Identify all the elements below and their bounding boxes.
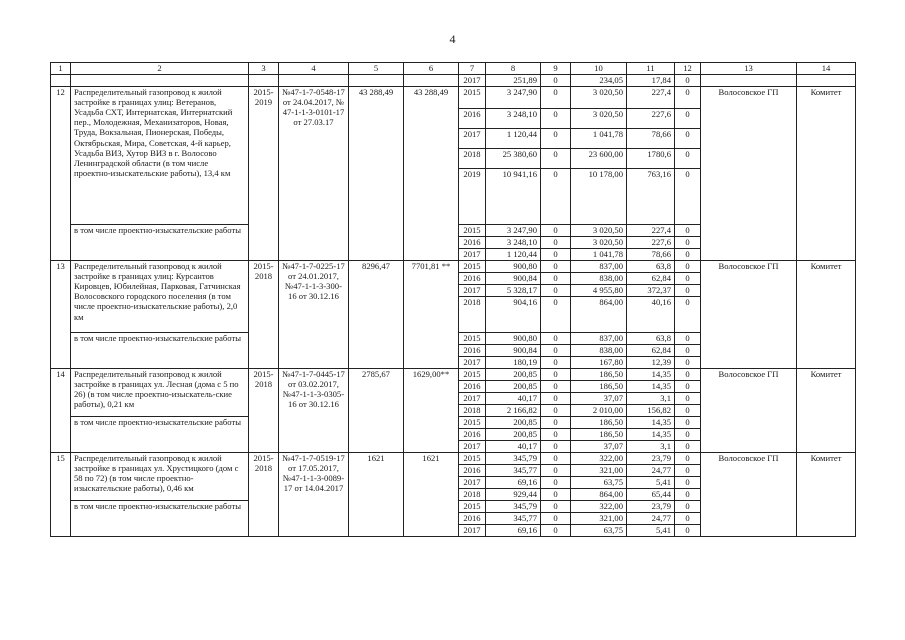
header-row xyxy=(51,63,856,75)
federal-cell: 0 xyxy=(541,476,571,488)
federal-cell: 0 xyxy=(541,428,571,440)
federal-cell: 0 xyxy=(541,392,571,404)
regional-cell: 234,05 xyxy=(571,74,627,86)
document-cell: №47-1-7-0548-17 от 24.04.2017, № 47-1-1-3-0101-17 от 27.03.17 xyxy=(279,86,349,260)
regional-cell: 838,00 xyxy=(571,272,627,284)
federal-cell: 0 xyxy=(541,464,571,476)
settlement-cell: Волосовское ГП xyxy=(701,86,797,260)
year-cell: 2018 xyxy=(459,148,486,168)
regional-cell: 4 955,80 xyxy=(571,284,627,296)
regional-cell: 3 020,50 xyxy=(571,108,627,128)
total-cell: 1 120,44 xyxy=(486,128,541,148)
column-number-2: 2 xyxy=(71,63,249,75)
federal-cell: 0 xyxy=(541,512,571,524)
subitem-name: в том числе проектно-изыскательские работы xyxy=(71,224,249,260)
estimated-cost-cell: 43 288,49 xyxy=(349,86,404,260)
empty-cell xyxy=(797,74,856,86)
local-cell: 227,6 xyxy=(627,108,675,128)
year-cell: 2018 xyxy=(459,488,486,500)
federal-cell: 0 xyxy=(541,452,571,464)
column-number-13: 13 xyxy=(701,63,797,75)
other-cell: 0 xyxy=(675,236,701,248)
empty-cell xyxy=(701,74,797,86)
other-cell: 0 xyxy=(675,148,701,168)
local-cell: 40,16 xyxy=(627,296,675,332)
federal-cell: 0 xyxy=(541,296,571,332)
total-cell: 1 120,44 xyxy=(486,248,541,260)
cost-cell: 1629,00** xyxy=(404,368,459,452)
other-cell: 0 xyxy=(675,464,701,476)
total-cell: 2 166,82 xyxy=(486,404,541,416)
row-number: 12 xyxy=(51,86,71,260)
column-number-10: 10 xyxy=(571,63,627,75)
federal-cell: 0 xyxy=(541,74,571,86)
year-cell: 2015 xyxy=(459,416,486,428)
local-cell: 12,39 xyxy=(627,356,675,368)
total-cell: 200,85 xyxy=(486,380,541,392)
other-cell: 0 xyxy=(675,272,701,284)
federal-cell: 0 xyxy=(541,284,571,296)
other-cell: 0 xyxy=(675,344,701,356)
regional-cell: 837,00 xyxy=(571,332,627,344)
federal-cell: 0 xyxy=(541,332,571,344)
subitem-name: в том числе проектно-изыскательские работы xyxy=(71,500,249,536)
executor-cell: Комитет xyxy=(797,368,856,452)
federal-cell: 0 xyxy=(541,524,571,536)
table-body xyxy=(51,63,856,537)
local-cell: 14,35 xyxy=(627,368,675,380)
regional-cell: 2 010,00 xyxy=(571,404,627,416)
row-number: 15 xyxy=(51,452,71,536)
regional-cell: 322,00 xyxy=(571,500,627,512)
column-number-11: 11 xyxy=(627,63,675,75)
federal-cell: 0 xyxy=(541,344,571,356)
other-cell: 0 xyxy=(675,476,701,488)
federal-cell: 0 xyxy=(541,236,571,248)
local-cell: 63,8 xyxy=(627,332,675,344)
table-row xyxy=(51,260,856,272)
other-cell: 0 xyxy=(675,248,701,260)
regional-cell: 63,75 xyxy=(571,524,627,536)
column-number-3: 3 xyxy=(249,63,279,75)
object-name: Распределительный газопровод к жилой застройке в границах улиц: Ветеранов, Усадьба СХТ, Интернатская, Интернатский пер., Молодежная, Механизаторов, Новая, Труда, Вокзальная, Пионерская, Победы, Октябрьская, Мира, Советская, 4-й карьер, Усадьба ВИЗ, Хутор ВИЗ в г. Волосово Ленинградской области (в том числе проектно-изыскательские работы), 13,4 км xyxy=(71,86,249,224)
regional-cell: 1 041,78 xyxy=(571,248,627,260)
year-cell: 2015 xyxy=(459,86,486,108)
federal-cell: 0 xyxy=(541,380,571,392)
federal-cell: 0 xyxy=(541,404,571,416)
total-cell: 40,17 xyxy=(486,392,541,404)
federal-cell: 0 xyxy=(541,356,571,368)
column-number-9: 9 xyxy=(541,63,571,75)
year-cell: 2015 xyxy=(459,332,486,344)
period-cell: 2015-2019 xyxy=(249,86,279,260)
cost-cell: 43 288,49 xyxy=(404,86,459,260)
other-cell: 0 xyxy=(675,428,701,440)
year-cell: 2016 xyxy=(459,108,486,128)
other-cell: 0 xyxy=(675,74,701,86)
year-cell: 2019 xyxy=(459,168,486,224)
year-cell: 2017 xyxy=(459,440,486,452)
empty-cell xyxy=(404,74,459,86)
local-cell: 14,35 xyxy=(627,428,675,440)
total-cell: 345,79 xyxy=(486,452,541,464)
subitem-name: в том числе проектно-изыскательские работы xyxy=(71,416,249,452)
executor-cell: Комитет xyxy=(797,86,856,260)
year-cell: 2015 xyxy=(459,500,486,512)
local-cell: 62,84 xyxy=(627,272,675,284)
document-cell: №47-1-7-0225-17 от 24.01.2017, №47-1-1-3-300-16 от 30.12.16 xyxy=(279,260,349,368)
table-row xyxy=(51,452,856,464)
year-cell: 2015 xyxy=(459,260,486,272)
continuation-row xyxy=(51,74,856,86)
year-cell: 2015 xyxy=(459,452,486,464)
federal-cell: 0 xyxy=(541,128,571,148)
local-cell: 14,35 xyxy=(627,380,675,392)
year-cell: 2017 xyxy=(459,476,486,488)
other-cell: 0 xyxy=(675,296,701,332)
local-cell: 24,77 xyxy=(627,512,675,524)
table-row xyxy=(51,368,856,380)
year-cell: 2016 xyxy=(459,464,486,476)
settlement-cell: Волосовское ГП xyxy=(701,260,797,368)
other-cell: 0 xyxy=(675,260,701,272)
object-name: Распределительный газопровод к жилой застройке в границах ул. Лесная (дома с 5 по 26) (в том числе проектно-изыскатель-ские работы), 0,21 км xyxy=(71,368,249,416)
regional-cell: 838,00 xyxy=(571,344,627,356)
regional-cell: 167,80 xyxy=(571,356,627,368)
period-cell: 2015-2018 xyxy=(249,260,279,368)
local-cell: 78,66 xyxy=(627,128,675,148)
empty-cell xyxy=(249,74,279,86)
table-row xyxy=(51,86,856,108)
local-cell: 17,84 xyxy=(627,74,675,86)
regional-cell: 321,00 xyxy=(571,512,627,524)
federal-cell: 0 xyxy=(541,272,571,284)
federal-cell: 0 xyxy=(541,148,571,168)
year-cell: 2016 xyxy=(459,344,486,356)
total-cell: 900,84 xyxy=(486,272,541,284)
local-cell: 62,84 xyxy=(627,344,675,356)
other-cell: 0 xyxy=(675,108,701,128)
column-number-8: 8 xyxy=(486,63,541,75)
other-cell: 0 xyxy=(675,224,701,236)
regional-cell: 3 020,50 xyxy=(571,236,627,248)
local-cell: 3,1 xyxy=(627,440,675,452)
regional-cell: 37,07 xyxy=(571,440,627,452)
federal-cell: 0 xyxy=(541,108,571,128)
column-number-1: 1 xyxy=(51,63,71,75)
empty-cell xyxy=(51,74,71,86)
local-cell: 227,4 xyxy=(627,224,675,236)
total-cell: 5 328,17 xyxy=(486,284,541,296)
other-cell: 0 xyxy=(675,404,701,416)
subitem-name: в том числе проектно-изыскательские работы xyxy=(71,332,249,368)
regional-cell: 63,75 xyxy=(571,476,627,488)
local-cell: 14,35 xyxy=(627,416,675,428)
total-cell: 900,80 xyxy=(486,260,541,272)
total-cell: 25 380,60 xyxy=(486,148,541,168)
regional-cell: 186,50 xyxy=(571,428,627,440)
total-cell: 345,79 xyxy=(486,500,541,512)
object-name: Распределительный газопровод к жилой застройке в границах улиц: Курсантов Кировцев, Юбилейная, Парковая, Гатчинская Волосовского городского поселения (в том числе проектно-изыскательские работы), 2,0 км xyxy=(71,260,249,332)
estimated-cost-cell: 2785,67 xyxy=(349,368,404,452)
local-cell: 23,79 xyxy=(627,452,675,464)
year-cell: 2018 xyxy=(459,296,486,332)
federal-cell: 0 xyxy=(541,86,571,108)
regional-cell: 322,00 xyxy=(571,452,627,464)
local-cell: 65,44 xyxy=(627,488,675,500)
other-cell: 0 xyxy=(675,332,701,344)
period-cell: 2015-2018 xyxy=(249,368,279,452)
total-cell: 200,85 xyxy=(486,428,541,440)
period-cell: 2015-2018 xyxy=(249,452,279,536)
total-cell: 69,16 xyxy=(486,476,541,488)
other-cell: 0 xyxy=(675,356,701,368)
regional-cell: 3 020,50 xyxy=(571,86,627,108)
local-cell: 5,41 xyxy=(627,524,675,536)
total-cell: 40,17 xyxy=(486,440,541,452)
local-cell: 156,82 xyxy=(627,404,675,416)
year-cell: 2017 xyxy=(459,356,486,368)
regional-cell: 186,50 xyxy=(571,416,627,428)
federal-cell: 0 xyxy=(541,488,571,500)
empty-cell xyxy=(71,74,249,86)
other-cell: 0 xyxy=(675,416,701,428)
other-cell: 0 xyxy=(675,168,701,224)
federal-cell: 0 xyxy=(541,500,571,512)
year-cell: 2017 xyxy=(459,74,486,86)
year-cell: 2015 xyxy=(459,368,486,380)
settlement-cell: Волосовское ГП xyxy=(701,368,797,452)
year-cell: 2017 xyxy=(459,524,486,536)
column-number-4: 4 xyxy=(279,63,349,75)
other-cell: 0 xyxy=(675,128,701,148)
other-cell: 0 xyxy=(675,488,701,500)
regional-cell: 37,07 xyxy=(571,392,627,404)
cost-cell: 7701,81 ** xyxy=(404,260,459,368)
total-cell: 69,16 xyxy=(486,524,541,536)
total-cell: 929,44 xyxy=(486,488,541,500)
estimated-cost-cell: 8296,47 xyxy=(349,260,404,368)
column-number-5: 5 xyxy=(349,63,404,75)
other-cell: 0 xyxy=(675,368,701,380)
federal-cell: 0 xyxy=(541,440,571,452)
other-cell: 0 xyxy=(675,284,701,296)
total-cell: 200,85 xyxy=(486,368,541,380)
page-number: 4 xyxy=(449,32,456,46)
regional-cell: 864,00 xyxy=(571,488,627,500)
local-cell: 63,8 xyxy=(627,260,675,272)
total-cell: 3 247,90 xyxy=(486,224,541,236)
cost-cell: 1621 xyxy=(404,452,459,536)
total-cell: 180,19 xyxy=(486,356,541,368)
year-cell: 2018 xyxy=(459,404,486,416)
total-cell: 345,77 xyxy=(486,512,541,524)
other-cell: 0 xyxy=(675,500,701,512)
local-cell: 372,37 xyxy=(627,284,675,296)
empty-cell xyxy=(279,74,349,86)
local-cell: 227,4 xyxy=(627,86,675,108)
local-cell: 763,16 xyxy=(627,168,675,224)
document-cell: №47-1-7-0519-17 от 17.05.2017, №47-1-1-3-0089-17 от 14.04.2017 xyxy=(279,452,349,536)
local-cell: 24,77 xyxy=(627,464,675,476)
column-number-14: 14 xyxy=(797,63,856,75)
total-cell: 345,77 xyxy=(486,464,541,476)
total-cell: 900,84 xyxy=(486,344,541,356)
regional-cell: 864,00 xyxy=(571,296,627,332)
row-number: 13 xyxy=(51,260,71,368)
total-cell: 900,80 xyxy=(486,332,541,344)
federal-cell: 0 xyxy=(541,224,571,236)
year-cell: 2016 xyxy=(459,512,486,524)
local-cell: 78,66 xyxy=(627,248,675,260)
regional-cell: 1 041,78 xyxy=(571,128,627,148)
local-cell: 3,1 xyxy=(627,392,675,404)
other-cell: 0 xyxy=(675,512,701,524)
federal-cell: 0 xyxy=(541,168,571,224)
year-cell: 2017 xyxy=(459,392,486,404)
other-cell: 0 xyxy=(675,392,701,404)
empty-cell xyxy=(349,74,404,86)
total-cell: 251,89 xyxy=(486,74,541,86)
year-cell: 2015 xyxy=(459,224,486,236)
local-cell: 227,6 xyxy=(627,236,675,248)
estimated-cost-cell: 1621 xyxy=(349,452,404,536)
year-cell: 2016 xyxy=(459,380,486,392)
federal-cell: 0 xyxy=(541,416,571,428)
total-cell: 200,85 xyxy=(486,416,541,428)
object-name: Распределительный газопровод к жилой застройке в границах ул. Хрустицкого (дом с 58 по 72) (в том числе проектно-изыскательские работы), 0,46 км xyxy=(71,452,249,500)
investment-table xyxy=(50,62,856,537)
regional-cell: 186,50 xyxy=(571,380,627,392)
local-cell: 5,41 xyxy=(627,476,675,488)
total-cell: 3 248,10 xyxy=(486,108,541,128)
year-cell: 2016 xyxy=(459,428,486,440)
local-cell: 1780,6 xyxy=(627,148,675,168)
column-number-6: 6 xyxy=(404,63,459,75)
year-cell: 2016 xyxy=(459,272,486,284)
federal-cell: 0 xyxy=(541,368,571,380)
regional-cell: 837,00 xyxy=(571,260,627,272)
year-cell: 2017 xyxy=(459,248,486,260)
federal-cell: 0 xyxy=(541,260,571,272)
regional-cell: 186,50 xyxy=(571,368,627,380)
executor-cell: Комитет xyxy=(797,260,856,368)
regional-cell: 23 600,00 xyxy=(571,148,627,168)
regional-cell: 321,00 xyxy=(571,464,627,476)
regional-cell: 10 178,00 xyxy=(571,168,627,224)
settlement-cell: Волосовское ГП xyxy=(701,452,797,536)
total-cell: 3 247,90 xyxy=(486,86,541,108)
other-cell: 0 xyxy=(675,524,701,536)
other-cell: 0 xyxy=(675,86,701,108)
year-cell: 2017 xyxy=(459,128,486,148)
other-cell: 0 xyxy=(675,452,701,464)
column-number-7: 7 xyxy=(459,63,486,75)
local-cell: 23,79 xyxy=(627,500,675,512)
total-cell: 10 941,16 xyxy=(486,168,541,224)
column-number-12: 12 xyxy=(675,63,701,75)
document-cell: №47-1-7-0445-17 от 03.02.2017, №47-1-1-3-0305-16 от 30.12.16 xyxy=(279,368,349,452)
other-cell: 0 xyxy=(675,380,701,392)
total-cell: 904,16 xyxy=(486,296,541,332)
year-cell: 2016 xyxy=(459,236,486,248)
year-cell: 2017 xyxy=(459,284,486,296)
row-number: 14 xyxy=(51,368,71,452)
executor-cell: Комитет xyxy=(797,452,856,536)
total-cell: 3 248,10 xyxy=(486,236,541,248)
other-cell: 0 xyxy=(675,440,701,452)
regional-cell: 3 020,50 xyxy=(571,224,627,236)
federal-cell: 0 xyxy=(541,248,571,260)
